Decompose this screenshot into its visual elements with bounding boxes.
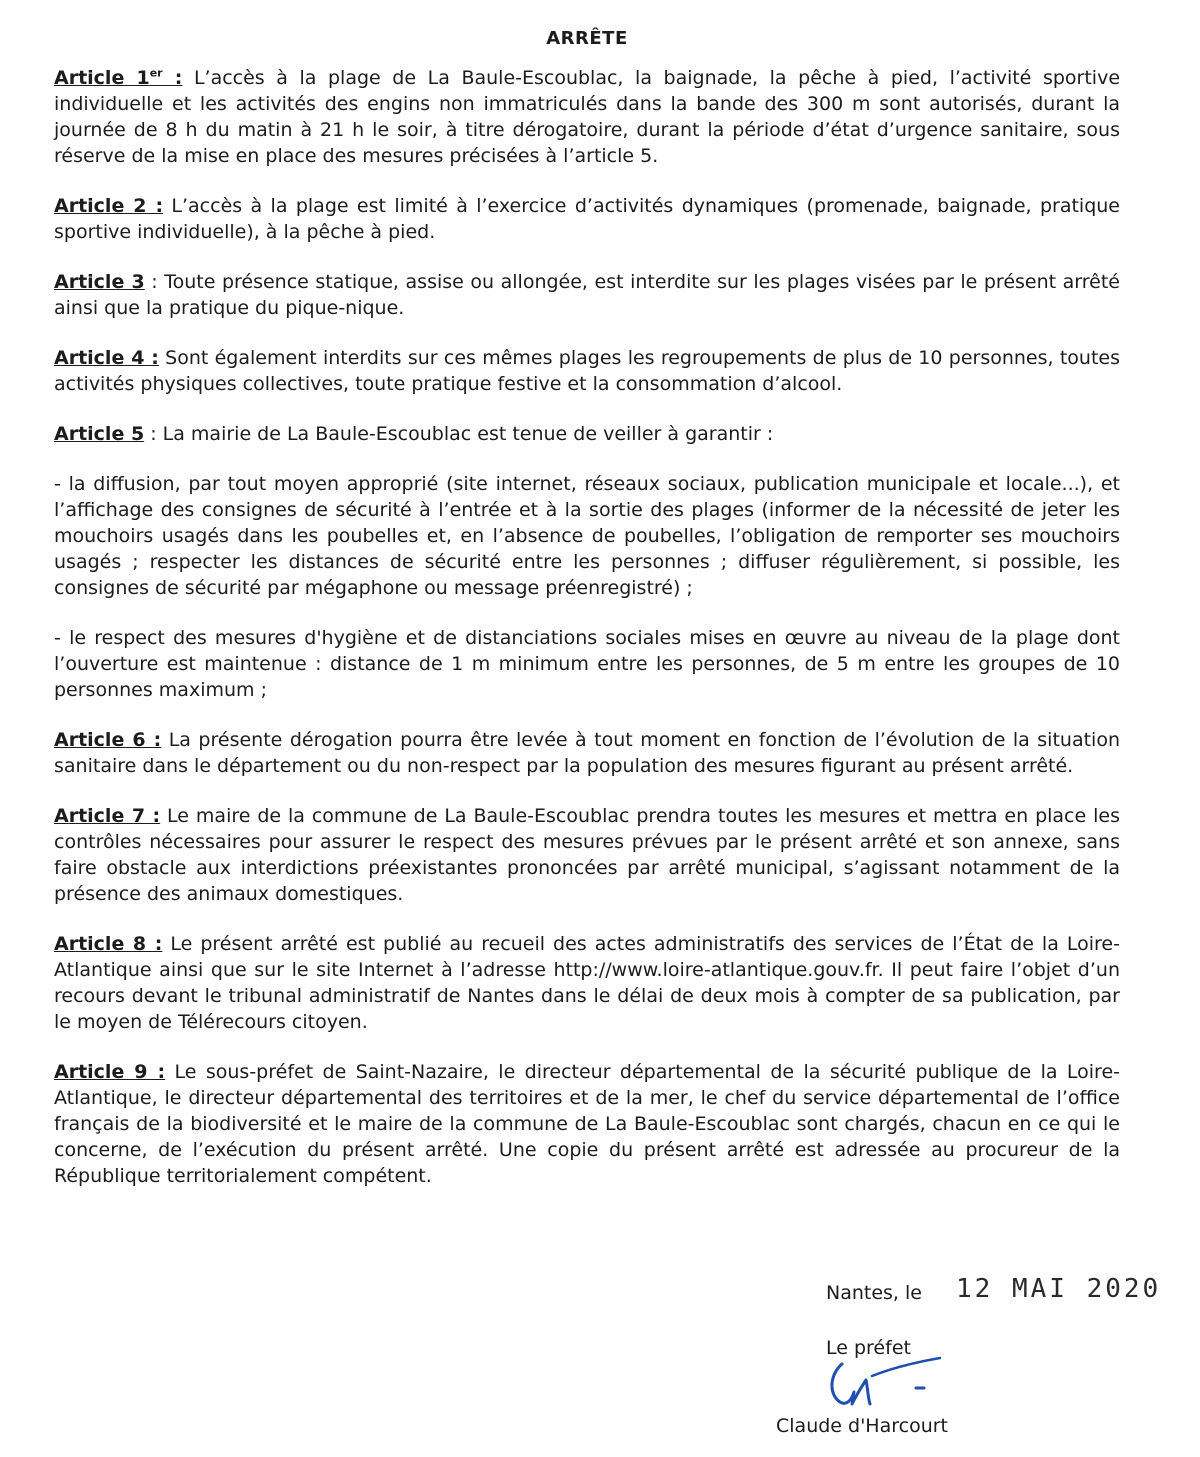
article-text: : Toute présence statique, assise ou allongée, est interdite sur les plages visées par le présent arrêté ainsi que la pratique du pique-nique. <box>54 271 1120 319</box>
article-text: Sont également interdits sur ces mêmes plages les regroupements de plus de 10 personnes, toutes activités physiques collectives, toute pratique festive et la consommation d’alcool. <box>54 347 1120 395</box>
article-label: Article 8 : <box>54 933 163 955</box>
article-6 <box>54 727 1120 779</box>
article-label: Article 1er : <box>54 66 183 89</box>
article-text: Le présent arrêté est publié au recueil des actes administratifs des services de l’État de la Loire-Atlantique ainsi que sur le site Internet à l’adresse http://www.loire-atlantique.gouv.fr. Il peut faire l’objet d’un recours devant le tribunal administratif de Nantes dans le délai de deux mois à compter de sa publication, par le moyen de Télérecours citoyen. <box>54 933 1120 1033</box>
article-label: Article 7 : <box>54 805 161 827</box>
place-date: Nantes, le <box>826 1282 922 1304</box>
article-text: - la diffusion, par tout moyen approprié (site internet, réseaux sociaux, publication municipale et locale...), et l’affichage des consignes de sécurité à l’entrée et à la sortie des plages (informer de la nécessité de jeter les mouchoirs usagés dans les poubelles et, en l’absence de poubelles, l’obligation de remporter ses mouchoirs usagés ; respecter les distances de sécurité entre les personnes ; diffuser régulièrement, si possible, les consignes de sécurité par mégaphone ou message préenregistré) ; <box>54 473 1120 599</box>
article-5-item-hygiene <box>54 625 1120 703</box>
article-1 <box>54 65 1120 169</box>
article-text: La présente dérogation pourra être levée à tout moment en fonction de l’évolution de la situation sanitaire dans le département ou du non-respect par la population des mesures figurant au présent arrêté. <box>54 729 1120 777</box>
document-page <box>54 28 1120 1213</box>
article-label: Article 6 : <box>54 729 162 751</box>
article-text: : La mairie de La Baule-Escoublac est tenue de veiller à garantir : <box>144 423 774 445</box>
article-8 <box>54 931 1120 1035</box>
article-text: L’accès à la plage est limité à l’exercice d’activités dynamiques (promenade, baignade, pratique sportive individuelle), à la pêche à pied. <box>54 195 1120 243</box>
document-title: ARRÊTE <box>546 28 628 49</box>
article-text: - le respect des mesures d'hygiène et de distanciations sociales mises en œuvre au niveau de la plage dont l’ouverture est maintenue : distance de 1 m minimum entre les personnes, de 5 m entre les groupes de 10 personnes maximum ; <box>54 627 1120 701</box>
article-4 <box>54 345 1120 397</box>
article-2 <box>54 193 1120 245</box>
article-text: Le sous-préfet de Saint-Nazaire, le directeur départemental de la sécurité publique de la Loire-Atlantique, le directeur départemental des territoires et de la mer, le chef du service départemental de l’office français de la biodiversité et le maire de la commune de La Baule-Escoublac sont chargés, chacun en ce qui le concerne, de l’exécution du présent arrêté. Une copie du présent arrêté est adressée au procureur de la République territorialement compétent. <box>54 1061 1120 1187</box>
stamped-date: 12 MAI 2020 <box>956 1274 1162 1304</box>
handwritten-signature <box>822 1346 942 1416</box>
article-text: Le maire de la commune de La Baule-Escoublac prendra toutes les mesures et mettra en place les contrôles nécessaires pour assurer le respect des mesures prévues par le présent arrêté et son annexe, sans faire obstacle aux interdictions préexistantes prononcées par arrêté municipal, s’agissant notamment de la présence des animaux domestiques. <box>54 805 1120 905</box>
article-9 <box>54 1059 1120 1189</box>
article-5-item-diffusion <box>54 471 1120 601</box>
article-7 <box>54 803 1120 907</box>
signer-name: Claude d'Harcourt <box>776 1415 949 1437</box>
article-text: L’accès à la plage de La Baule-Escoublac, la baignade, la pêche à pied, l’activité sportive individuelle et les activités des engins non immatriculés dans la bande des 300 m sont autorisés, durant la journée de 8 h du matin à 21 h le soir, à titre dérogatoire, durant la période d’état d’urgence sanitaire, sous réserve de la mise en place des mesures précisées à l’article 5. <box>54 67 1121 167</box>
article-3 <box>54 269 1120 321</box>
article-label: Article 3 <box>54 271 145 293</box>
article-label: Article 9 : <box>54 1061 166 1083</box>
article-label: Article 5 <box>54 423 145 445</box>
signer-role: Le préfet <box>826 1337 911 1359</box>
article-label: Article 4 : <box>54 347 159 369</box>
article-label: Article 2 : <box>54 195 164 217</box>
article-5 <box>54 421 1120 447</box>
